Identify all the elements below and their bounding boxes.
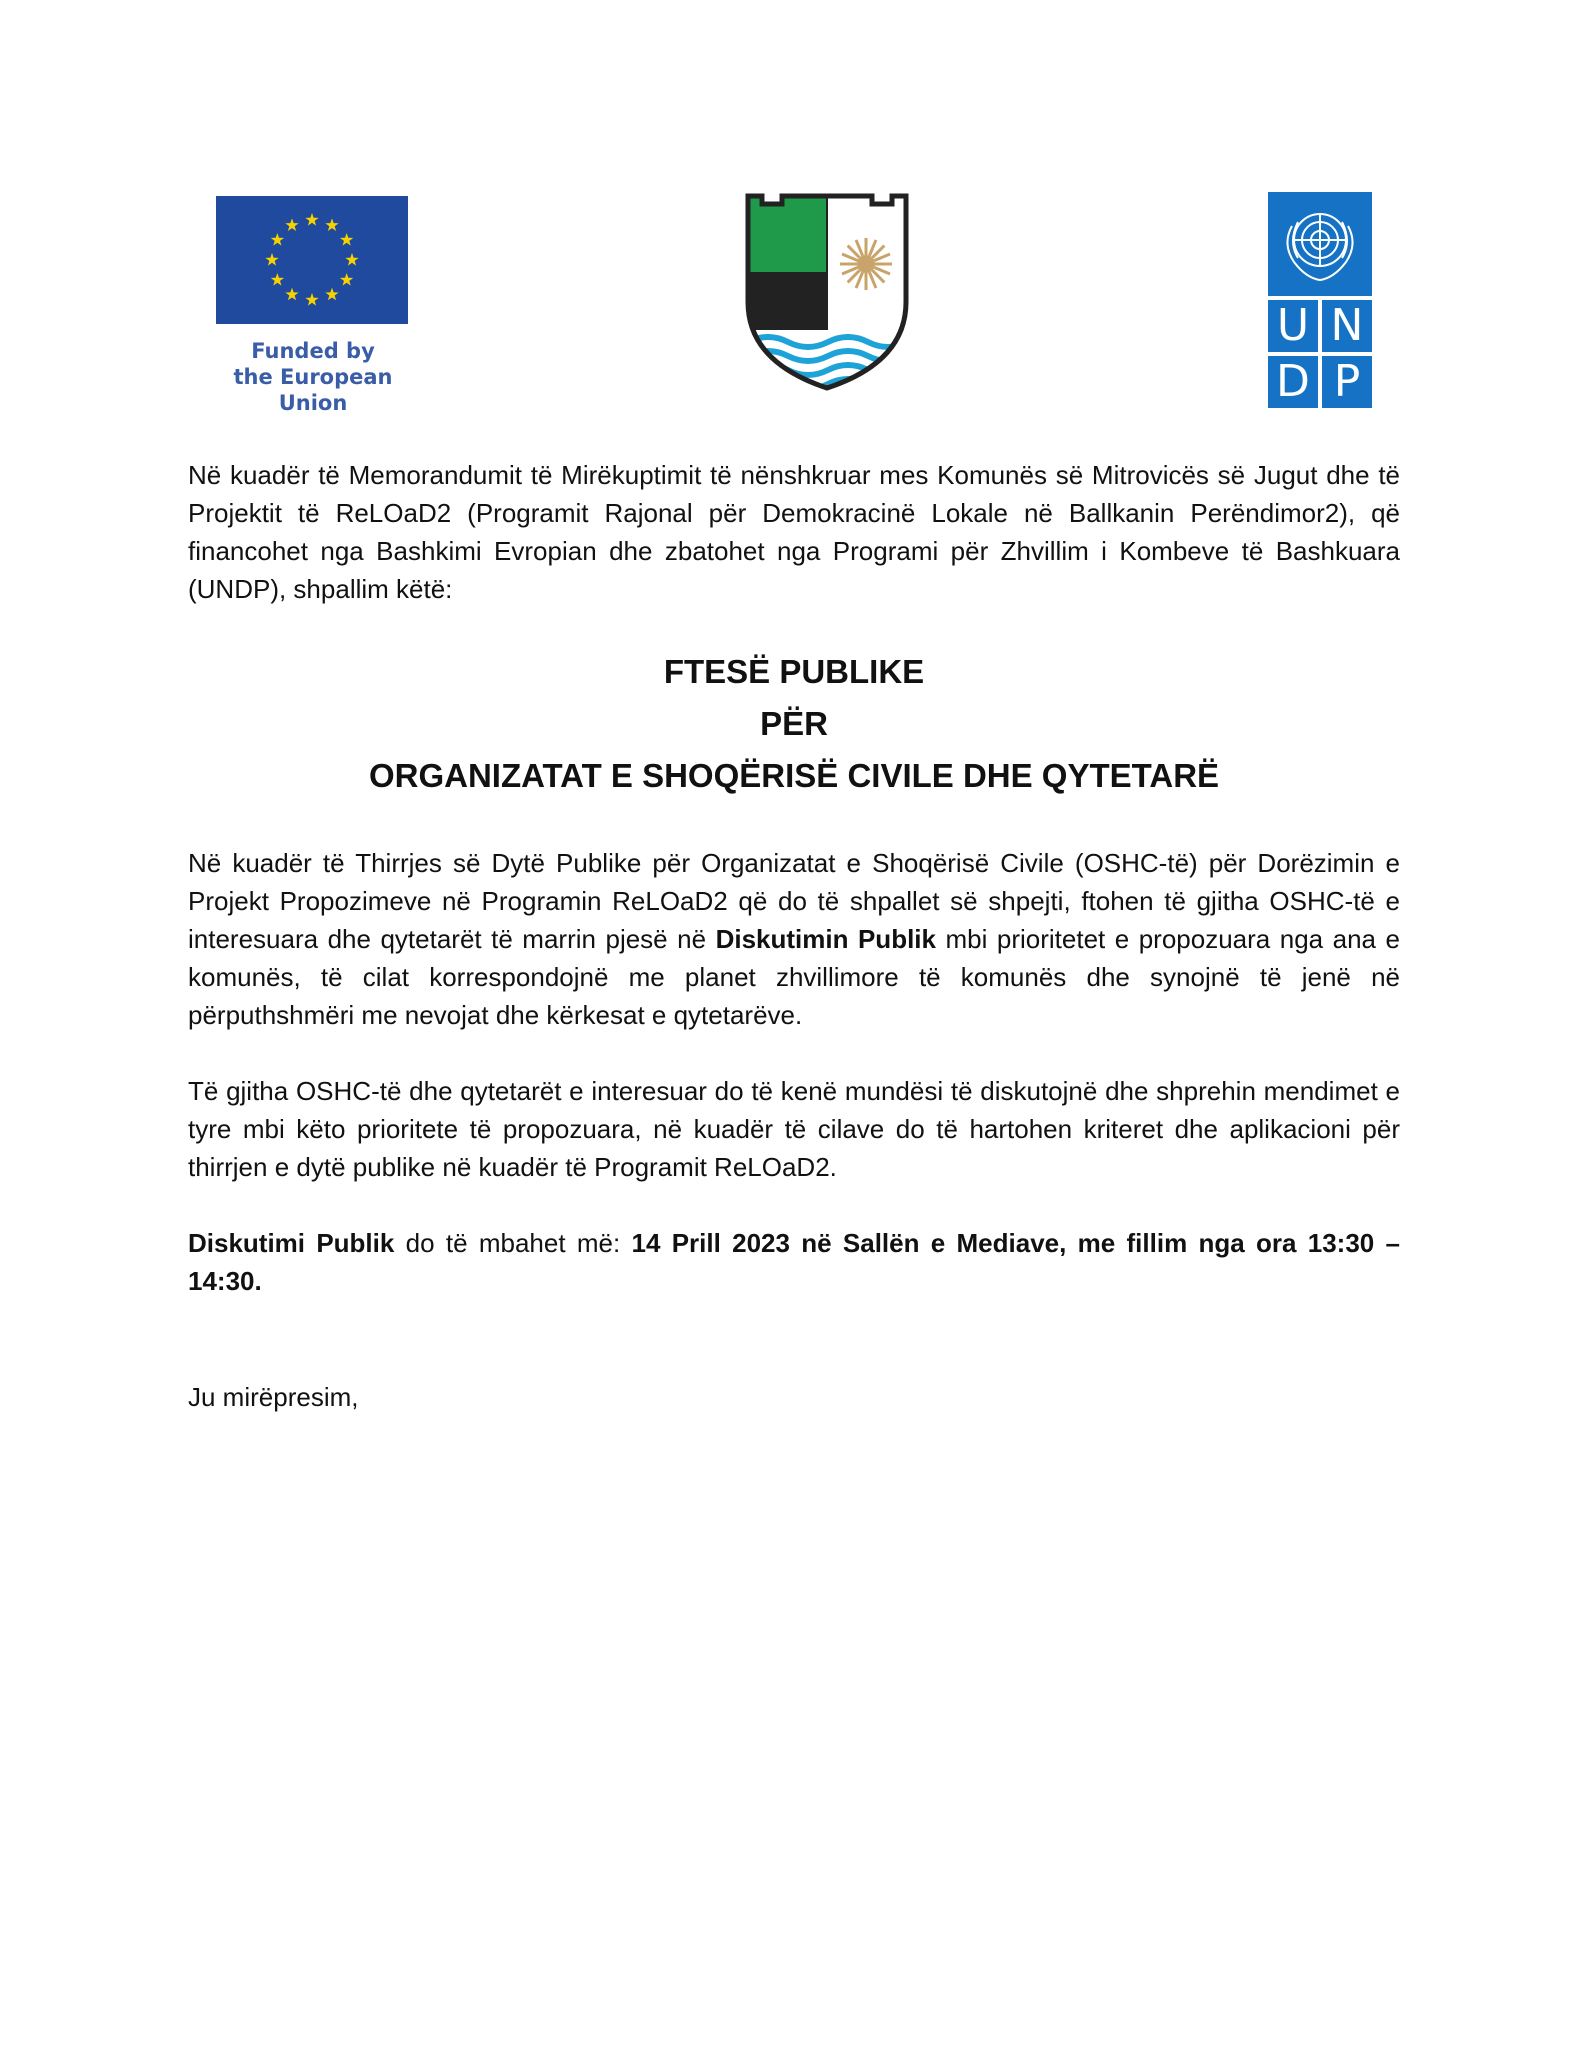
invitation-paragraph xyxy=(188,844,1400,1034)
eu-star-icon xyxy=(325,288,338,301)
eu-star-icon xyxy=(340,273,353,286)
heading-line-2: PËR xyxy=(760,705,828,742)
eu-stars-icon xyxy=(216,196,408,324)
undp-letter-d: D xyxy=(1268,356,1318,408)
event-date-time: 14 Prill 2023 në Sallën e Mediave, me fillim nga ora 13:30 – 14:30. xyxy=(188,1228,1401,1296)
eu-caption-line1: Funded by xyxy=(251,339,375,363)
document-heading xyxy=(188,646,1400,802)
eu-star-icon xyxy=(271,273,284,286)
undp-letter-p: P xyxy=(1322,356,1372,408)
heading-line-1: FTESË PUBLIKE xyxy=(663,653,925,690)
eu-star-icon xyxy=(305,293,318,306)
eu-funding-logo xyxy=(198,196,428,415)
eu-star-icon xyxy=(285,218,298,231)
eu-star-icon xyxy=(285,288,298,301)
intro-paragraph: Në kuadër të Memorandumit të Mirëkuptimit të nënshkruar mes Komunës së Mitrovicës së Jugut dhe të Projektit të ReLOaD2 (Programit Rajonal për Demokracinë Lokale në Ballkanin Perëndimor2), që financohet nga Bashkimi Evropian dhe zbatohet nga Programi për Zhvillim i Kombeve të Bashkuara (UNDP), shpallim këtë: xyxy=(188,460,1400,604)
eu-star-icon xyxy=(271,233,284,246)
eu-star-icon xyxy=(305,213,318,226)
event-details-paragraph xyxy=(188,1224,1400,1300)
eu-star-icon xyxy=(340,233,353,246)
eu-star-icon xyxy=(345,253,358,266)
event-lead: Diskutimi Publik xyxy=(188,1228,395,1258)
closing-line: Ju mirëpresim, xyxy=(188,1382,359,1412)
invitation-text-before: Në kuadër të Thirrjes së Dytë Publike për Organizatat e Shoqërisë Civile (OSHC-të) për Dorëzimin e Projekt Propozimeve në Programin ReLOaD2 që do të shpallet së shpejti, ftohen të gjitha OSHC-të e interesuara dhe qytetarët të marrin pjesë në xyxy=(188,848,1400,954)
un-emblem-icon xyxy=(1268,192,1372,296)
undp-letter-u: U xyxy=(1268,300,1318,352)
heading-line-3: ORGANIZATAT E SHOQËRISË CIVILE DHE QYTETARË xyxy=(368,757,1220,794)
undp-letter-n: N xyxy=(1322,300,1372,352)
eu-star-icon xyxy=(265,253,278,266)
eu-star-icon xyxy=(325,218,338,231)
eu-flag xyxy=(216,196,408,324)
eu-caption-line2: the European Union xyxy=(233,365,393,415)
undp-logo xyxy=(1268,192,1372,408)
invitation-text-after: mbi prioritetet e propozuara nga ana e komunës, të cilat korrespondojnë me planet zhvillimore të komunës dhe synojnë të jenë në përputhshmëri me nevojat dhe kërkesat e qytetarëve. xyxy=(188,924,1400,1030)
document-body xyxy=(188,456,1400,1416)
municipality-crest-logo xyxy=(742,192,912,392)
participation-paragraph: Të gjitha OSHC-të dhe qytetarët e interesuar do të kenë mundësi të diskutojnë dhe shprehin mendimet e tyre mbi këto prioritete të propozuara, në kuadër të cilave do të hartohen kriteret dhe aplikacioni për thirrjen e dytë publike në kuadër të Programit ReLOaD2. xyxy=(188,1076,1400,1182)
crest-icon xyxy=(742,192,912,392)
event-text: do të mbahet më: xyxy=(394,1228,632,1258)
public-discussion-emphasis: Diskutimin Publik xyxy=(715,924,936,954)
eu-funding-caption xyxy=(198,338,428,416)
